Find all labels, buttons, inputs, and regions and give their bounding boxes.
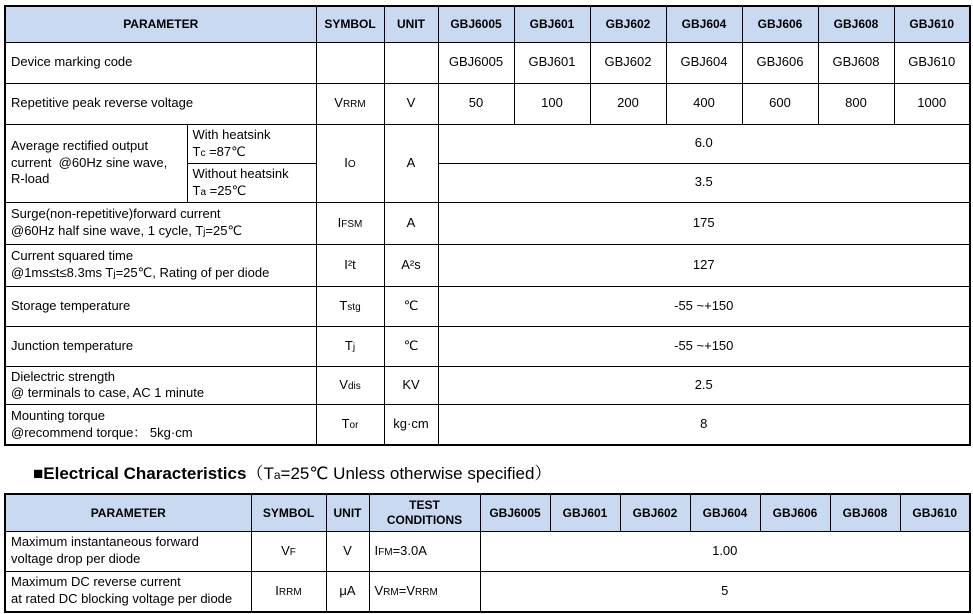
symbol-cell: Vdis — [316, 366, 384, 405]
symbol-cell: Tj — [316, 326, 384, 366]
table2-header-row — [5, 494, 970, 531]
value-cell: 1000 — [894, 83, 970, 124]
parameter-line: at rated DC blocking voltage per diode — [11, 591, 233, 607]
condition-cell — [187, 163, 316, 202]
value-cell: 127 — [438, 244, 970, 286]
parameter-line: @60Hz half sine wave, 1 cycle, Tj=25℃ — [11, 223, 243, 238]
row-surge-forward-current — [5, 202, 970, 244]
symbol-cell: Tor — [316, 405, 384, 445]
value-cell: 100 — [514, 83, 590, 124]
col-header-test-conditions — [369, 494, 480, 531]
unit-cell: kg·cm — [384, 405, 438, 445]
test-conditions-line: TEST — [409, 498, 440, 513]
row-device-marking-code — [5, 42, 970, 83]
symbol-cell: IRRM — [251, 571, 326, 612]
col-header-symbol: SYMBOL — [316, 6, 384, 42]
parameter-line: Maximum DC reverse current — [11, 574, 181, 590]
symbol-cell — [316, 42, 384, 83]
value-cell: 200 — [590, 83, 666, 124]
parameter-cell: Storage temperature — [5, 286, 316, 326]
parameter-line: voltage drop per diode — [11, 551, 141, 566]
parameter-line: Average rectified output — [11, 137, 149, 153]
symbol-cell: VRRM — [316, 83, 384, 124]
unit-cell: KV — [384, 366, 438, 405]
unit-cell — [384, 42, 438, 83]
col-header-unit: UNIT — [326, 494, 369, 531]
value-cell: 1.00 — [480, 531, 970, 571]
parameter-line: @ terminals to case, AC 1 minute — [11, 385, 205, 401]
col-header-part-gbj610: GBJ610 — [900, 494, 970, 531]
row-average-rectified-current-with-heatsink — [5, 124, 970, 163]
row-mounting-torque — [5, 405, 970, 445]
parameter-cell — [5, 244, 316, 286]
parameter-cell: Repetitive peak reverse voltage — [5, 83, 316, 124]
row-junction-temperature — [5, 326, 970, 366]
parameter-cell — [5, 124, 187, 202]
value-cell: GBJ606 — [742, 42, 818, 83]
parameter-cell: Junction temperature — [5, 326, 316, 366]
parameter-cell — [5, 531, 251, 571]
parameter-cell — [5, 366, 316, 405]
unit-cell: V — [326, 531, 369, 571]
row-storage-temperature — [5, 286, 970, 326]
value-cell: GBJ602 — [590, 42, 666, 83]
parameter-line: R-load — [11, 171, 50, 187]
parameter-line: @recommend torque： 5kg·cm — [11, 424, 193, 440]
symbol-cell: IO — [316, 124, 384, 202]
col-header-unit: UNIT — [384, 6, 438, 42]
value-cell: 50 — [438, 83, 514, 124]
parameter-cell — [5, 571, 251, 612]
value-cell: GBJ601 — [514, 42, 590, 83]
value-cell: GBJ608 — [818, 42, 894, 83]
col-header-part-gbj606: GBJ606 — [742, 6, 818, 42]
row-max-forward-voltage — [5, 531, 970, 571]
col-header-part-gbj610: GBJ610 — [894, 6, 970, 42]
unit-cell: ℃ — [384, 286, 438, 326]
condition-line: Tc =87℃ — [192, 143, 246, 159]
unit-cell: ℃ — [384, 326, 438, 366]
col-header-parameter: PARAMETER — [5, 494, 251, 531]
col-header-part-gbj601: GBJ601 — [514, 6, 590, 42]
value-cell: GBJ604 — [666, 42, 742, 83]
value-cell: 3.5 — [438, 163, 970, 202]
value-cell: -55 ~+150 — [438, 326, 970, 366]
test-conditions-cell: VRM=VRRM — [369, 571, 480, 612]
col-header-part-gbj608: GBJ608 — [818, 6, 894, 42]
table1-header-row — [5, 6, 970, 42]
parameter-cell: Device marking code — [5, 42, 316, 83]
value-cell: 800 — [818, 83, 894, 124]
unit-cell: A²s — [384, 244, 438, 286]
parameter-line: Maximum instantaneous forward — [11, 534, 199, 550]
row-repetitive-peak-reverse-voltage — [5, 83, 970, 124]
condition-line: Ta =25℃ — [192, 182, 247, 198]
parameter-cell — [5, 405, 316, 445]
parameter-line: Mounting torque — [11, 407, 105, 423]
value-cell: 175 — [438, 202, 970, 244]
col-header-part-gbj6005: GBJ6005 — [480, 494, 550, 531]
maximum-ratings-table — [4, 5, 971, 446]
unit-cell: V — [384, 83, 438, 124]
col-header-part-gbj606: GBJ606 — [760, 494, 830, 531]
row-max-dc-reverse-current — [5, 571, 970, 612]
unit-cell: A — [384, 202, 438, 244]
value-cell: 600 — [742, 83, 818, 124]
parameter-cell — [5, 202, 316, 244]
symbol-cell: VF — [251, 531, 326, 571]
col-header-part-gbj604: GBJ604 — [690, 494, 760, 531]
col-header-part-gbj608: GBJ608 — [830, 494, 900, 531]
value-cell: 2.5 — [438, 366, 970, 405]
unit-cell: μA — [326, 571, 369, 612]
value-cell: 8 — [438, 405, 970, 445]
col-header-symbol: SYMBOL — [251, 494, 326, 531]
parameter-line: current @60Hz sine wave, — [11, 154, 168, 170]
value-cell: GBJ610 — [894, 42, 970, 83]
value-cell: 400 — [666, 83, 742, 124]
col-header-part-gbj602: GBJ602 — [590, 6, 666, 42]
symbol-cell: I²t — [316, 244, 384, 286]
electrical-characteristics-heading: ■Electrical Characteristics（Ta=25℃ Unless otherwise specified） — [33, 464, 552, 483]
symbol-cell: IFSM — [316, 202, 384, 244]
test-conditions-cell: IFM=3.0A — [369, 531, 480, 571]
row-current-squared-time — [5, 244, 970, 286]
value-cell: 5 — [480, 571, 970, 612]
electrical-characteristics-table — [4, 493, 971, 613]
col-header-part-gbj6005: GBJ6005 — [438, 6, 514, 42]
parameter-line: Dielectric strength — [11, 368, 116, 384]
col-header-part-gbj604: GBJ604 — [666, 6, 742, 42]
col-header-parameter: PARAMETER — [5, 6, 316, 42]
value-cell: 6.0 — [438, 124, 970, 163]
value-cell: -55 ~+150 — [438, 286, 970, 326]
condition-line: With heatsink — [192, 126, 271, 142]
test-conditions-line: CONDITIONS — [386, 512, 463, 527]
parameter-line: Surge(non-repetitive)forward current — [11, 206, 221, 222]
col-header-part-gbj602: GBJ602 — [620, 494, 690, 531]
value-cell: GBJ6005 — [438, 42, 514, 83]
parameter-line: Current squared time — [11, 248, 134, 264]
row-dielectric-strength — [5, 366, 970, 405]
parameter-line: @1ms≤t≤8.3ms Tj=25℃, Rating of per diode — [11, 265, 270, 280]
condition-cell — [187, 124, 316, 163]
symbol-cell: Tstg — [316, 286, 384, 326]
unit-cell: A — [384, 124, 438, 202]
condition-line: Without heatsink — [192, 165, 289, 181]
col-header-part-gbj601: GBJ601 — [550, 494, 620, 531]
